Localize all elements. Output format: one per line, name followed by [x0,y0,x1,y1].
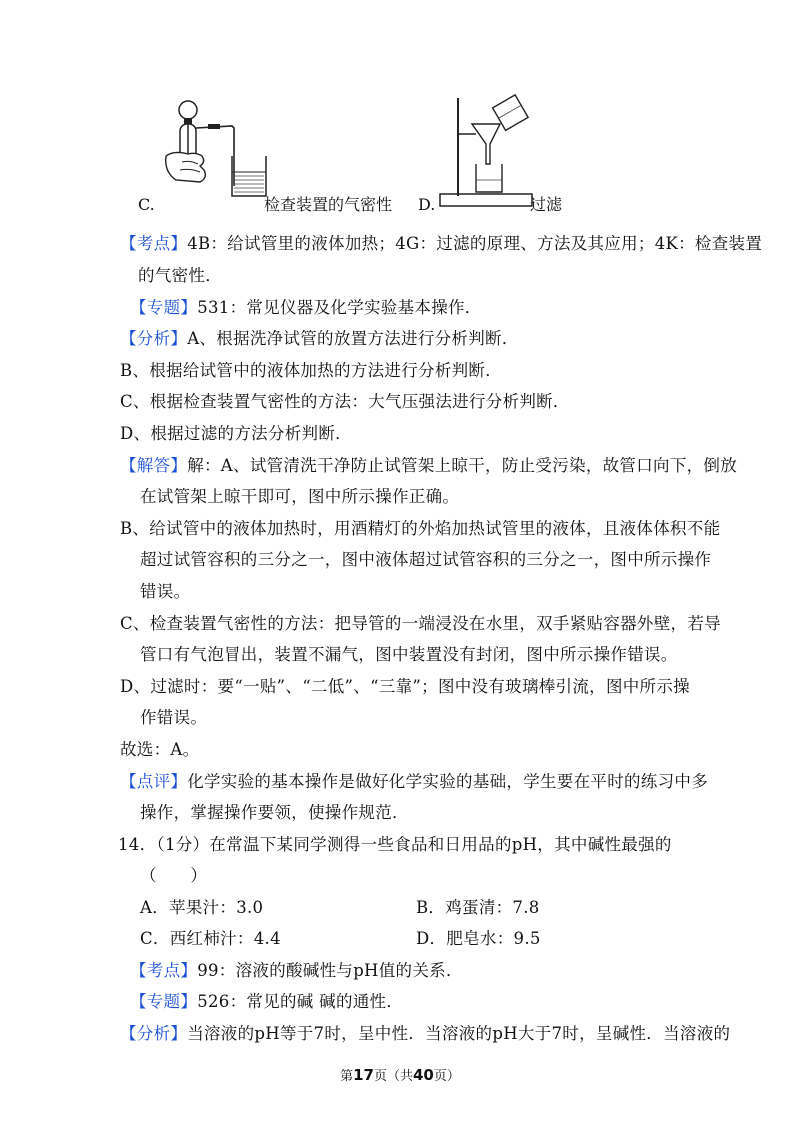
q13-jieda-a2: 在试管架上晾干即可，图中所示操作正确。 [140,487,460,506]
q14-stem-line1: 14．（1分）在常温下某同学测得一些食品和日用品的pH，其中碱性最强的 [118,835,672,854]
q13-jieda-d1: D、过滤时：要“一贴”、“二低”、“三靠”；图中没有玻璃棒引流，图中所示操 [120,677,690,696]
q14-option-b: B．鸡蛋清：7.8 [416,898,540,917]
q13-dianping-line2: 操作，掌握操作要领，使操作规范． [140,803,409,822]
figure-d-caption: 过滤 [530,195,563,214]
fenxi-tag: 【分析】 [120,329,188,348]
figure-filtration [436,94,536,210]
zhuanti-tag: 【专题】 [130,298,198,317]
q13-zhuanti: 【专题】531：常见仪器及化学实验基本操作． [130,298,482,317]
q13-fenxi-b: B、根据给试管中的液体加热的方法进行分析判断． [120,361,503,380]
q14-zhuanti: 【专题】526：常见的碱 碱的通性． [130,992,404,1011]
q13-fenxi-d: D、根据过滤的方法分析判断． [120,424,352,443]
q13-jieda-b3: 错误。 [140,582,191,601]
option-c-label: C. [138,195,155,214]
q14-kaodian: 【考点】99：溶液的酸碱性与pH值的关系． [130,961,463,980]
q14-option-d: D．肥皂水：9.5 [416,929,541,948]
kaodian-tag: 【考点】 [120,234,188,253]
option-d-label: D. [418,195,436,214]
dianping-tag: 【点评】 [120,772,188,791]
q13-dianping-line1: 【点评】化学实验的基本操作是做好化学实验的基础，学生要在平时的练习中多 [120,772,709,791]
total-pages: 40 [413,1066,434,1084]
fenxi-tag: 【分析】 [120,1024,188,1043]
q13-jieda-c1: C、检查装置气密性的方法：把导管的一端浸没在水里，双手紧贴容器外壁，若导 [120,614,721,633]
q13-jieda-b1: B、给试管中的液体加热时，用酒精灯的外焰加热试管里的液体，且液体体积不能 [120,519,721,538]
page-number: 17 [353,1066,374,1084]
q13-answer: 故选：A。 [120,740,200,759]
q14-fenxi-line1: 【分析】当溶液的pH等于7时，呈中性．当溶液的pH大于7时，呈碱性．当溶液的 [120,1024,731,1043]
q13-kaodian-line1: 【考点】4B：给试管里的液体加热；4G：过滤的原理、方法及其应用；4K：检查装置 [120,234,763,253]
q14-option-a: A．苹果汁：3.0 [140,898,264,917]
q14-stem-line2: （ ） [140,866,208,885]
zhuanti-tag: 【专题】 [130,992,198,1011]
q14-option-c: C．西红柿汁：4.4 [140,929,281,948]
figure-airtightness-check [160,96,270,204]
jieda-tag: 【解答】 [120,456,188,475]
q13-jieda-a1: 【解答】解：A、试管清洗干净防止试管架上晾干，防止受污染，故管口向下，倒放 [120,456,738,475]
q13-fenxi-c: C、根据检查装置气密性的方法：大气压强法进行分析判断． [120,392,570,411]
q13-jieda-d2: 作错误。 [140,708,208,727]
q13-fenxi-a: 【分析】A、根据洗净试管的放置方法进行分析判断． [120,329,519,348]
page-footer: 第17页（共40页） [340,1066,460,1084]
q13-jieda-b2: 超过试管容积的三分之一，图中液体超过试管容积的三分之一，图中所示操作 [140,550,712,569]
q13-kaodian-line2: 的气密性． [138,266,222,285]
kaodian-tag: 【考点】 [130,961,198,980]
q13-jieda-c2: 管口有气泡冒出，装置不漏气，图中装置没有封闭，图中所示操作错误。 [140,645,678,664]
figure-c-caption: 检查装置的气密性 [264,195,393,214]
